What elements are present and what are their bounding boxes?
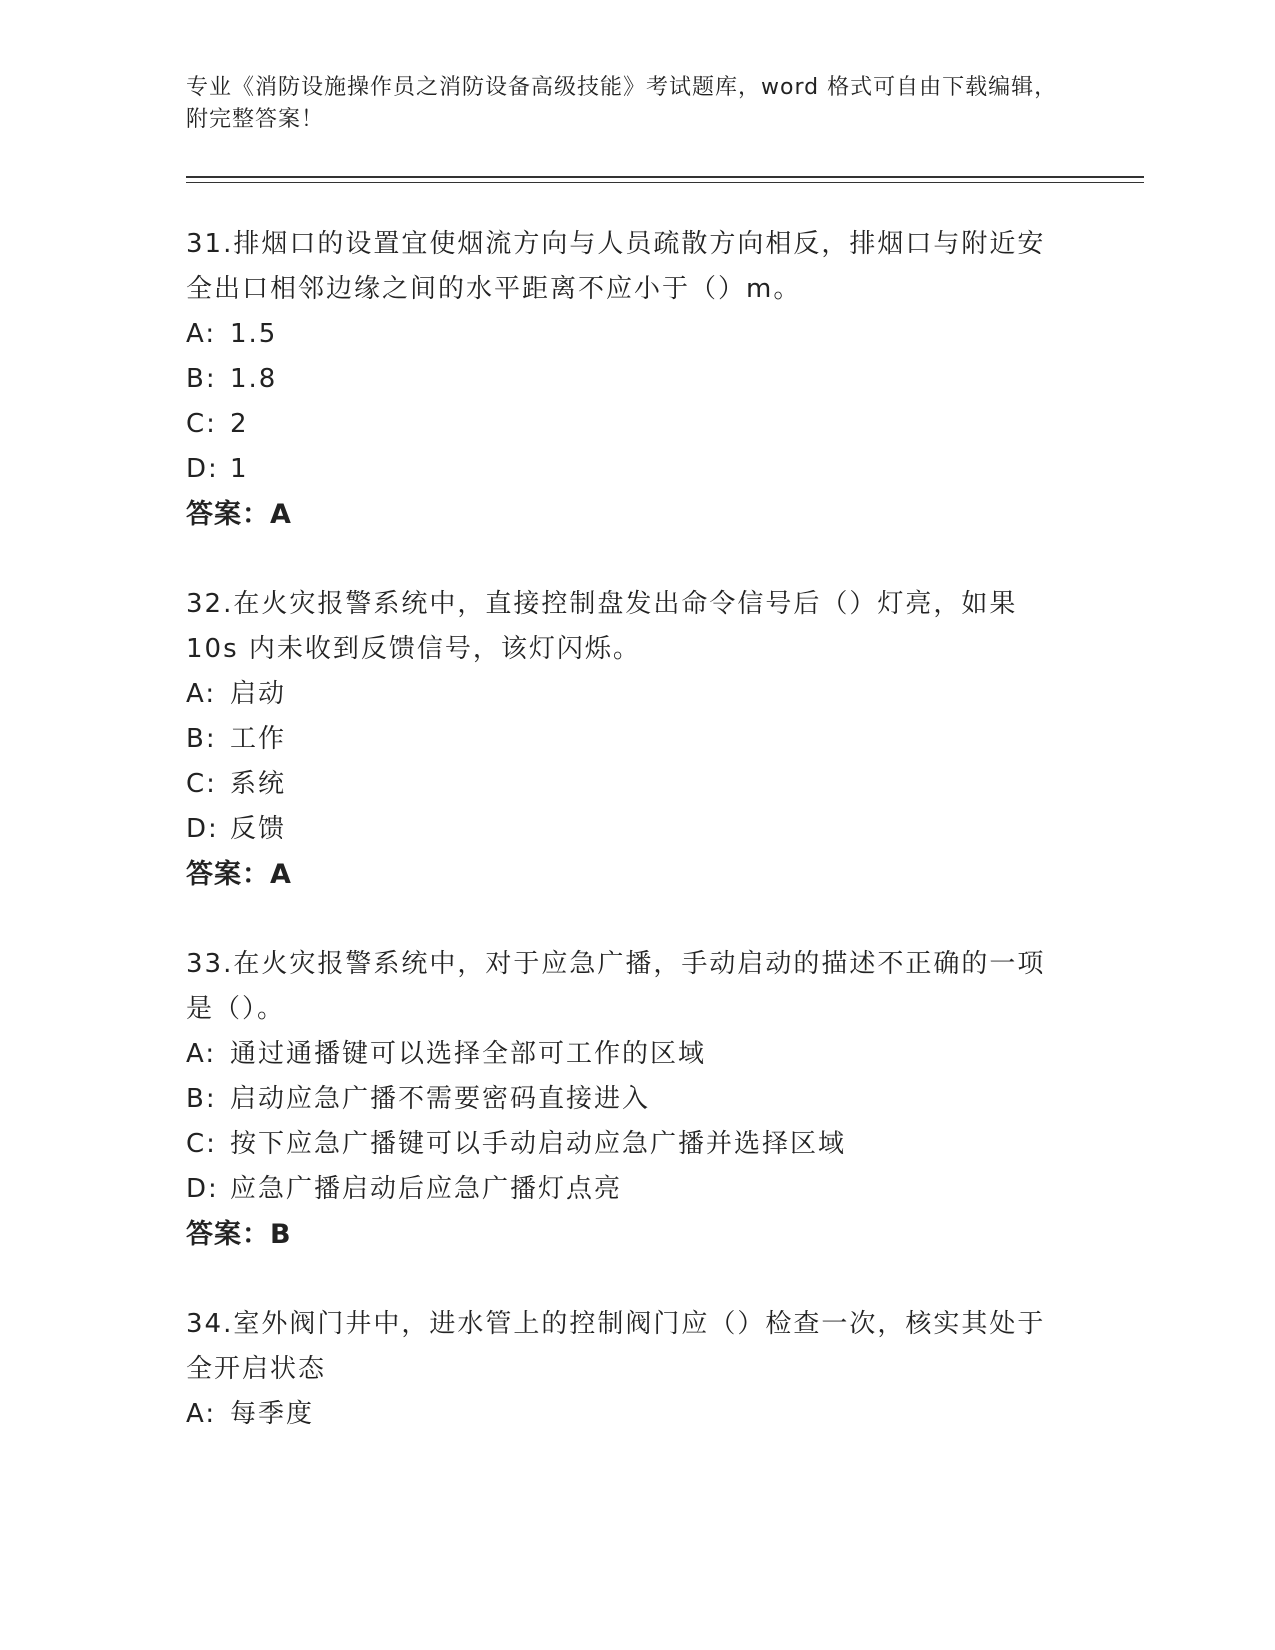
option-label: D:	[186, 1174, 219, 1204]
option-d	[186, 1167, 1066, 1212]
option-a	[186, 672, 1066, 717]
option-text: 通过通播键可以选择全部可工作的区域	[230, 1039, 707, 1069]
option-text: 按下应急广播键可以手动启动应急广播并选择区域	[230, 1129, 847, 1159]
document-header: 专业《消防设施操作员之消防设备高级技能》考试题库，word 格式可自由下载编辑，附完整答案！	[186, 75, 1058, 132]
option-b	[186, 357, 1066, 402]
option-label: C:	[186, 1129, 217, 1159]
option-label: A:	[186, 1039, 217, 1069]
option-b	[186, 1077, 1066, 1122]
question-stem: 32.在火灾报警系统中，直接控制盘发出命令信号后（）灯亮，如果10s 内未收到反馈信号，该灯闪烁。	[186, 589, 1018, 664]
option-label: C:	[186, 409, 217, 439]
option-text: 每季度	[230, 1399, 315, 1429]
question-stem: 31.排烟口的设置宜使烟流方向与人员疏散方向相反，排烟口与附近安全出口相邻边缘之间的水平距离不应小于（）m。	[186, 229, 1046, 304]
option-a	[186, 1032, 1066, 1077]
option-text: 系统	[230, 769, 287, 799]
question-32	[186, 582, 1066, 897]
option-label: B:	[186, 1084, 217, 1114]
question-stem: 34.室外阀门井中，进水管上的控制阀门应（）检查一次，核实其处于全开启状态	[186, 1309, 1046, 1384]
option-b	[186, 717, 1066, 762]
option-text: 启动应急广播不需要密码直接进入	[230, 1084, 651, 1114]
option-text: 1	[230, 454, 249, 484]
option-text: 启动	[230, 679, 287, 709]
option-text: 2	[230, 409, 249, 439]
option-text: 反馈	[230, 814, 287, 844]
option-label: B:	[186, 724, 217, 754]
option-text: 工作	[230, 724, 287, 754]
option-label: A:	[186, 319, 217, 349]
option-label: C:	[186, 769, 217, 799]
answer: 答案：B	[186, 1219, 292, 1250]
option-label: A:	[186, 1399, 217, 1429]
option-d	[186, 447, 1066, 492]
option-label: B:	[186, 364, 217, 394]
question-stem: 33.在火灾报警系统中，对于应急广播，手动启动的描述不正确的一项是（）。	[186, 949, 1046, 1024]
option-label: D:	[186, 814, 219, 844]
header-divider	[186, 176, 1144, 178]
option-c	[186, 1122, 1066, 1167]
option-c	[186, 402, 1066, 447]
option-c	[186, 762, 1066, 807]
option-text: 应急广播启动后应急广播灯点亮	[230, 1174, 623, 1204]
answer: 答案：A	[186, 499, 292, 530]
option-label: A:	[186, 679, 217, 709]
option-d	[186, 807, 1066, 852]
option-a	[186, 312, 1066, 357]
question-34	[186, 1302, 1066, 1437]
option-text: 1.5	[230, 319, 278, 349]
answer: 答案：A	[186, 859, 292, 890]
header-divider-thin	[186, 182, 1144, 183]
question-33	[186, 942, 1066, 1257]
option-a	[186, 1392, 1066, 1437]
option-text: 1.8	[230, 364, 278, 394]
question-31	[186, 222, 1066, 537]
option-label: D:	[186, 454, 219, 484]
